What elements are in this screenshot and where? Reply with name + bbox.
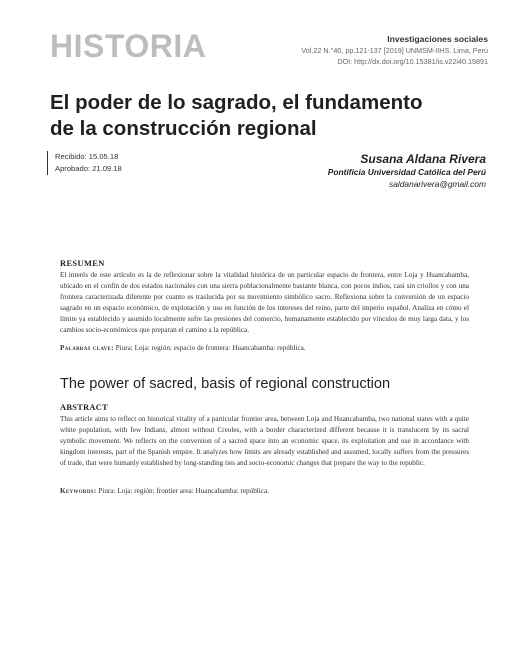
- journal-info: [301, 34, 488, 67]
- resumen-heading: RESUMEN: [60, 259, 105, 268]
- approved-date: Aprobado: 21.09.18: [55, 164, 122, 173]
- keywords-label: Keywords:: [60, 487, 97, 495]
- submission-dates: [47, 151, 122, 175]
- keywords: [60, 486, 469, 496]
- volume-line: Vol.22 N.°40, pp.121-137 [2019] UNMSM-IIHS. Lima, Perú: [301, 46, 488, 55]
- author-name: Susana Aldana Rivera: [360, 152, 486, 166]
- abstract-text: This article aims to reflect on historical vitality of a particular frontier area, between Loja and Huancabamba, two national states with a quite white population, with few Indians, almost without Creoles, with a border characterized different because it is translucent by its sacral symbolic movement. We reflects on the conversion of a sacred space into an economic space, its exploitation and use in accordance with kingdom interests, part of the Spanish empire. It analyzes how limits are already established and assumed, locally suffers from the pressures of trade, that were humanly established by long-standing ties and socio-economic changes that prepare the way to the republic.: [60, 415, 469, 467]
- article-title: [50, 90, 470, 142]
- doi-line: DOI: http://dx.doi.org/10.15381/is.v22i40.15891: [337, 57, 488, 66]
- received-date: Recibido: 15.05.18: [55, 152, 119, 161]
- resumen-text: El interés de este artículo es la de reflexionar sobre la vitalidad histórica de un particular espacio de frontera, entre Loja y Huancabamba, ubicado en el confín de dos estados nacionales con una sierra poblacionalmente bastante blanca, con pocos indios, casi sin criollos y con una frontera caracterizada diferente por cuanto es traslucida por su movimiento simbólico sacro. Reflexiona sobre la conversión de un espacio sagrado en un espacio económico, de explotación y uso en función de los intereses del reino, parte del imperio español. Analiza en cómo el límite ya establecido y asumido localmente sufre las presiones del comercio, humanamente establecido por vínculos de muy larga data, y los cambios socio-económicos que preparan el camino a la república.: [60, 271, 469, 334]
- palabras-clave-values: Piura: Loja: región: espacio de frontera: Huancabamba: república.: [115, 344, 306, 352]
- palabras-clave-label: Palabras clave:: [60, 344, 114, 352]
- title-line-2: de la construcción regional: [50, 117, 317, 140]
- abstract-heading: ABSTRACT: [60, 403, 109, 412]
- author-email: saldanarivera@gmail.com: [389, 179, 486, 189]
- section-label: HISTORIA: [50, 28, 207, 64]
- title-line-1: El poder de lo sagrado, el fundamento: [50, 91, 423, 114]
- palabras-clave: [60, 343, 469, 353]
- journal-name: Investigaciones sociales: [387, 34, 488, 44]
- keywords-values: Piura: Loja: región: frontier area: Huancabamba: república.: [98, 487, 269, 495]
- english-title: The power of sacred, basis of regional construction: [60, 376, 391, 392]
- author-block: [328, 152, 486, 190]
- author-institution: Pontificia Universidad Católica del Perú: [327, 167, 486, 177]
